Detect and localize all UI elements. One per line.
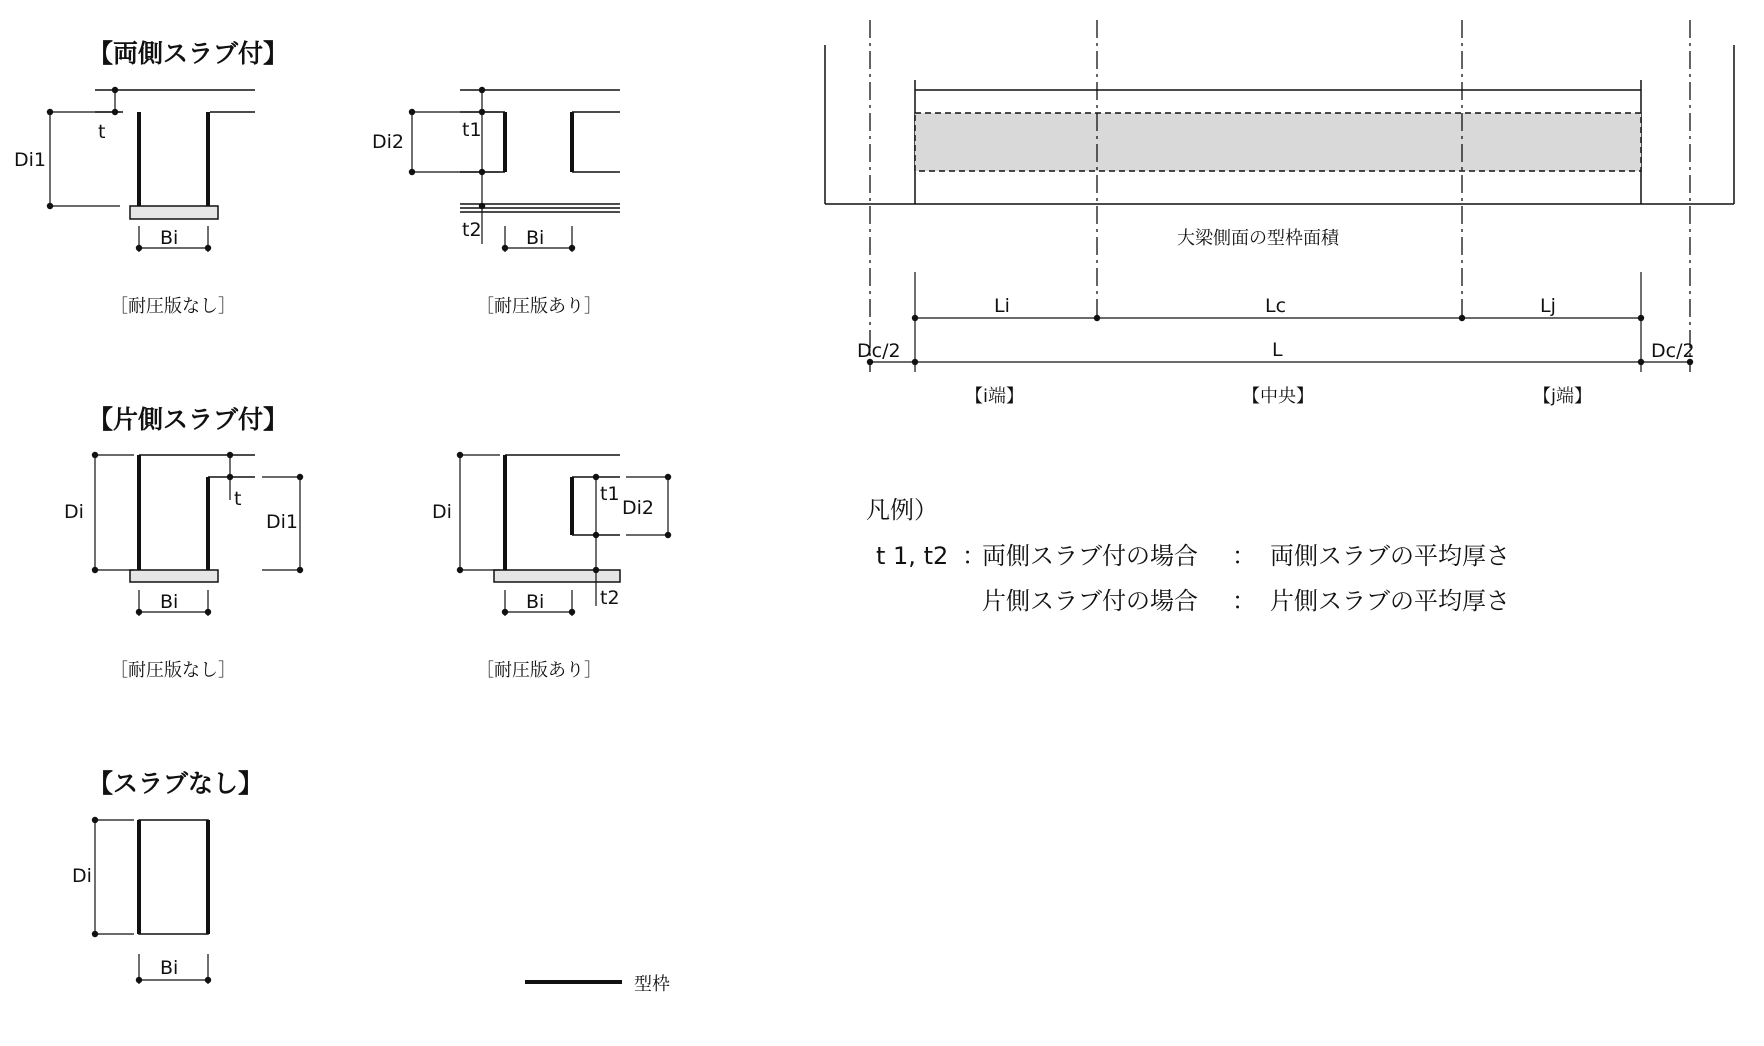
label-li: Li: [994, 295, 1010, 317]
label-t2: t2: [462, 219, 482, 241]
both-slab-with-plate-section: [372, 87, 620, 317]
label-t1: t1: [462, 119, 482, 141]
label-dc-left: Dc/2: [857, 340, 901, 362]
form-line-legend: [525, 974, 670, 995]
zone-i-end: 【i端】: [965, 386, 1025, 407]
label-di: Di: [432, 501, 452, 523]
label-t1: t1: [600, 483, 620, 505]
label-lc: Lc: [1265, 295, 1287, 317]
label-di: Di: [64, 501, 84, 523]
label-di2: Di2: [372, 131, 404, 153]
both-slab-no-plate-section: [14, 87, 255, 317]
label-dc-right: Dc/2: [1651, 340, 1695, 362]
caption-no-plate: ［耐圧版なし］: [110, 660, 236, 681]
zone-j-end: 【j端】: [1533, 386, 1593, 407]
label-bi: Bi: [526, 591, 545, 613]
label-bi: Bi: [160, 227, 179, 249]
label-di2: Di2: [622, 497, 654, 519]
one-slab-no-plate-section: [64, 452, 303, 681]
label-bi: Bi: [160, 957, 179, 979]
caption-no-plate: ［耐圧版なし］: [110, 296, 236, 317]
label-di1: Di1: [266, 511, 298, 533]
label-bi: Bi: [526, 227, 545, 249]
section-title-one-slab: 【片側スラブ付】: [88, 405, 289, 434]
legend-term: t 1, t2: [876, 542, 949, 570]
legend-heading: 凡例）: [866, 496, 938, 524]
no-slab-section: [72, 817, 211, 984]
label-bi: Bi: [160, 591, 179, 613]
section-title-both-slab: 【両側スラブ付】: [88, 39, 289, 68]
label-t: t: [98, 121, 106, 143]
elevation-area-label: 大梁側面の型枠面積: [1177, 228, 1339, 249]
legend: [866, 496, 1510, 615]
beam-elevation: [825, 20, 1734, 407]
label-di: Di: [72, 865, 92, 887]
legend-case-both: 両側スラブ付の場合: [982, 542, 1198, 570]
legend-desc-both: 両側スラブの平均厚さ: [1270, 542, 1510, 570]
caption-with-plate: ［耐圧版あり］: [476, 660, 602, 681]
legend-case-one: 片側スラブ付の場合: [982, 587, 1198, 615]
section-title-no-slab: 【スラブなし】: [88, 769, 264, 798]
formwork-area: [915, 113, 1641, 171]
label-di1: Di1: [14, 149, 46, 171]
legend-desc-one: 片側スラブの平均厚さ: [1270, 587, 1510, 615]
form-legend-label: 型枠: [634, 974, 670, 995]
caption-with-plate: ［耐圧版あり］: [476, 296, 602, 317]
one-slab-with-plate-section: [432, 452, 671, 681]
label-l: L: [1272, 339, 1283, 361]
zone-center: 【中央】: [1242, 386, 1314, 407]
legend-sep: ：: [962, 542, 986, 570]
label-lj: Lj: [1540, 295, 1556, 317]
legend-sep2: ：: [1232, 587, 1256, 615]
legend-sep2: ：: [1232, 542, 1256, 570]
label-t2: t2: [600, 587, 620, 609]
label-t: t: [234, 488, 242, 510]
